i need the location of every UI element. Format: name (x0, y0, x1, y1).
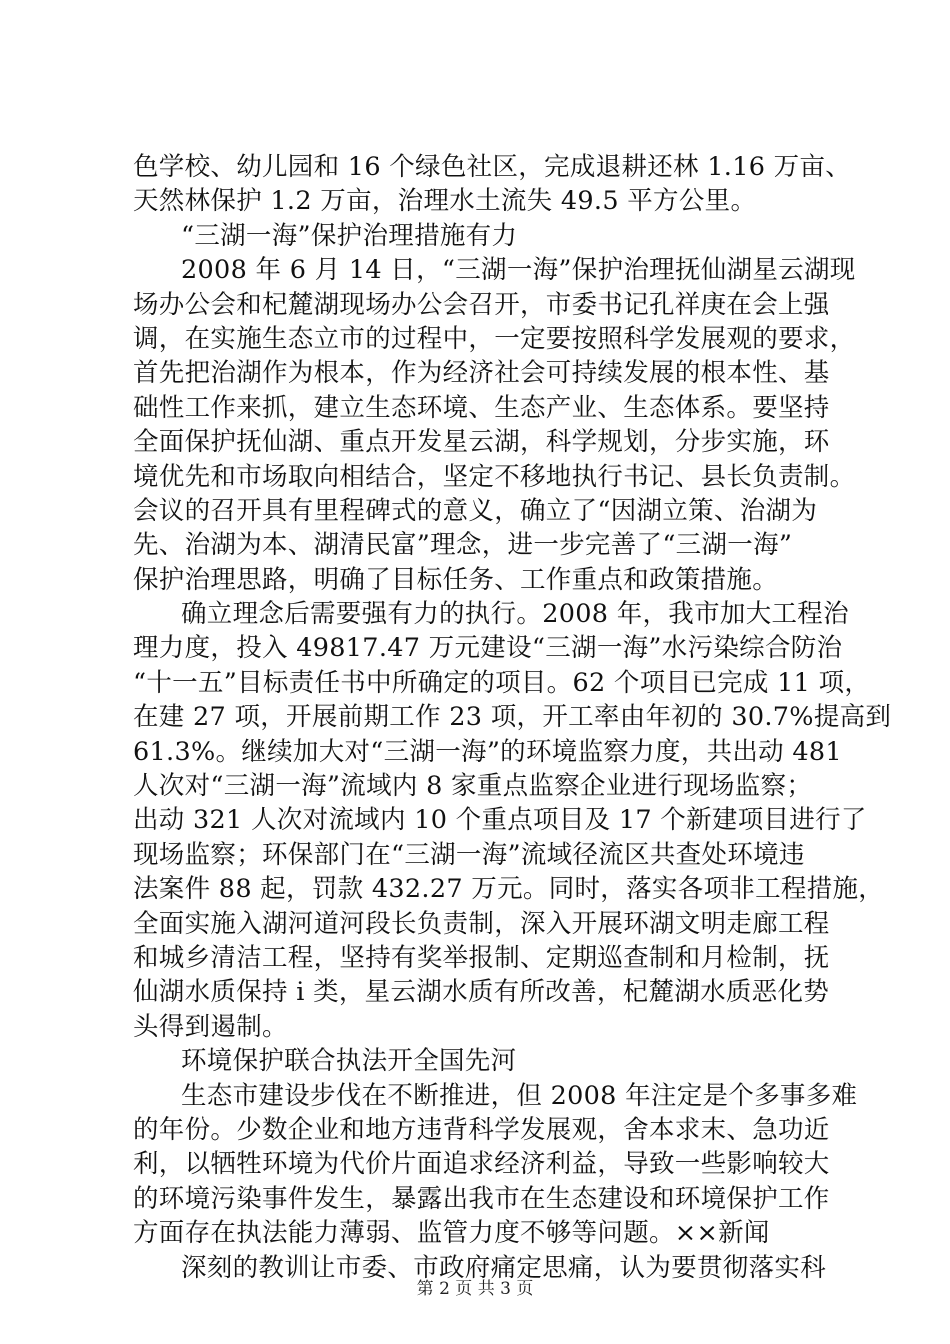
text-line: 先、治湖为本、湖清民富”理念，进一步完善了“三湖一海” (133, 530, 793, 561)
text-line: 理力度，投入 49817.47 万元建设“三湖一海”水污染综合防治 (133, 633, 843, 664)
document-body (133, 150, 892, 1285)
text-line: 61.3%。继续加大对“三湖一海”的环境监察力度，共出动 481 (133, 736, 842, 767)
text-line: 人次对“三湖一海”流域内 8 家重点监察企业进行现场监察； (133, 771, 813, 802)
text-line: 深刻的教训让市委、市政府痛定思痛，认为要贯彻落实科 (181, 1252, 827, 1283)
text-line: 头得到遏制。 (133, 1011, 288, 1042)
text-line: 生态市建设步伐在不断推进，但 2008 年注定是个多事多难 (181, 1080, 858, 1111)
text-line: 方面存在执法能力薄弱、监管力度不够等问题。××新闻 (133, 1218, 770, 1249)
text-line: “三湖一海”保护治理措施有力 (181, 220, 518, 251)
text-line: 首先把治湖作为根本，作为经济社会可持续发展的根本性、基 (133, 358, 830, 389)
text-line: 保护治理思路，明确了目标任务、工作重点和政策措施。 (133, 564, 779, 595)
text-line: 环境保护联合执法开全国先河 (181, 1046, 517, 1077)
text-line: 全面保护抚仙湖、重点开发星云湖，科学规划，分步实施，环 (133, 427, 830, 458)
text-line: 天然林保护 1.2 万亩，治理水土流失 49.5 平方公里。 (133, 186, 757, 217)
text-line: 利，以牺牲环境为代价片面追求经济利益，导致一些影响较大 (133, 1149, 830, 1180)
text-line: 调，在实施生态立市的过程中，一定要按照科学发展观的要求， (133, 323, 856, 354)
text-line: 确立理念后需要强有力的执行。2008 年，我市加大工程治 (181, 599, 849, 630)
text-line: 全面实施入湖河道河段长负责制，深入开展环湖文明走廊工程 (133, 908, 830, 939)
text-line: 色学校、幼儿园和 16 个绿色社区，完成退耕还林 1.16 万亩、 (133, 152, 852, 182)
text-line: 现场监察；环保部门在“三湖一海”流域径流区共查处环境违 (133, 839, 805, 870)
text-line: 会议的召开具有里程碑式的意义，确立了“因湖立策、治湖为 (133, 495, 818, 526)
page-footer: 第 2 页 共 3 页 (416, 1279, 534, 1299)
text-line: 和城乡清洁工程，坚持有奖举报制、定期巡查制和月检制，抚 (133, 942, 830, 973)
text-line: 础性工作来抓，建立生态环境、生态产业、生态体系。要坚持 (133, 392, 830, 423)
text-line: 法案件 88 起，罚款 432.27 万元。同时，落实各项非工程措施， (133, 874, 885, 905)
text-line: 出动 321 人次对流域内 10 个重点项目及 17 个新建项目进行了 (133, 805, 867, 836)
text-line: 境优先和市场取向相结合，坚定不移地执行书记、县长负责制。 (133, 461, 856, 492)
text-line: “十一五”目标责任书中所确定的项目。62 个项目已完成 11 项， (133, 667, 871, 698)
text-line: 在建 27 项，开展前期工作 23 项，开工率由年初的 30.7%提高到 (133, 702, 892, 733)
text-line: 的环境污染事件发生，暴露出我市在生态建设和环境保护工作 (133, 1183, 830, 1214)
text-line: 的年份。少数企业和地方违背科学发展观，舍本求末、急功近 (133, 1114, 830, 1145)
text-line: 2008 年 6 月 14 日，“三湖一海”保护治理抚仙湖星云湖现 (181, 255, 856, 286)
text-line: 场办公会和杞麓湖现场办公会召开，市委书记孔祥庚在会上强 (133, 289, 830, 320)
text-line: 仙湖水质保持 i 类，星云湖水质有所改善，杞麓湖水质恶化势 (133, 977, 830, 1008)
